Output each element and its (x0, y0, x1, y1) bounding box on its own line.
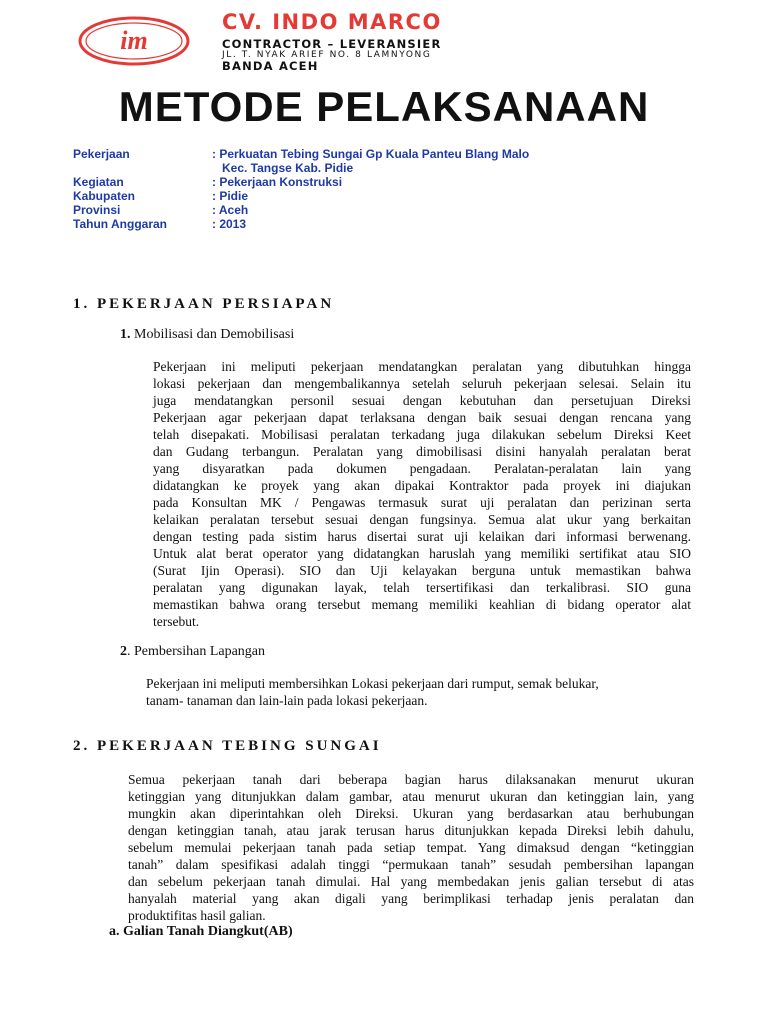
paragraph-line: produktifitas hasil galian. (128, 908, 266, 923)
paragraph-line: Pekerjaan ini meliputi pekerjaan mendatangkan peralatan yang dibutuhkan hingga (153, 359, 691, 374)
paragraph-line: Untuk alat berat operator yang didatangkan haruslah yang memiliki sertifikat atau SIO (153, 546, 691, 561)
info-value-pekerjaan: : Perkuatan Tebing Sungai Gp Kuala Panteu Blang Malo (212, 147, 530, 161)
paragraph-line: tanah” dalam spesifikasi adalah tinggi “permukaan tanah” sesudah pembersihan lapangan (128, 857, 694, 872)
section2-heading: 2. PEKERJAAN TEBING SUNGAI (73, 738, 382, 754)
item2-title: . Pembersihan Lapangan (127, 644, 266, 659)
info-value-kegiatan: : Pekerjaan Konstruksi (212, 175, 343, 189)
company-address: JL. T. NYAK ARIEF NO. 8 LAMNYONG (222, 50, 432, 60)
paragraph-line: dengan ketinggian tanah, atau jarak terusan harus ditunjukkan kepada Direksi lebih dahulu, (128, 823, 694, 838)
company-tagline: CONTRACTOR – LEVERANSIER (222, 37, 442, 51)
paragraph-line: sebelum memulai pekerjaan tanah pada setiap tempat. Yang dimaksud dengan “ketinggian (128, 840, 694, 855)
paragraph-line: dan Gudang terbangun. Peralatan yang dimobilisasi disini hanyalah peralatan berat (153, 444, 691, 459)
info-label-pekerjaan: Pekerjaan (73, 147, 130, 161)
section1-heading: 1. PEKERJAAN PERSIAPAN (73, 296, 335, 312)
item1-title: Mobilisasi dan Demobilisasi (134, 327, 295, 342)
info-label-kegiatan: Kegiatan (73, 175, 124, 189)
paragraph-line: yang disyaratkan pada dokumen pengadaan. Peralatan-peralatan lain yang (153, 461, 691, 476)
info-value-pekerjaan-cont: Kec. Tangse Kab. Pidie (222, 161, 354, 175)
paragraph-line: dan sebelum pekerjaan tanah dimulai. Hal yang membedakan jenis galian tersebut di atas (128, 874, 694, 889)
paragraph-line: lokasi pekerjaan dan mengembalikannya setelah seluruh pekerjaan selesai. Selain itu (153, 376, 691, 391)
paragraph-line: Pekerjaan agar pekerjaan dapat terlaksana dengan baik sesuai dengan rencana yang (153, 410, 691, 425)
info-value-tahun: : 2013 (212, 217, 247, 231)
info-value-kabupaten: : Pidie (212, 189, 249, 203)
paragraph-line: pada Konsultan MK / Pengawas termasuk surat uji peralatan dan perizinan serta (153, 495, 691, 510)
item2-number: 2 (120, 644, 127, 659)
logo-text: im (120, 26, 148, 55)
paragraph-line: telah disepakati. Mobilisasi peralatan terkadang juga dilakukan sebelum Direksi Keet (153, 427, 691, 442)
info-label-tahun: Tahun Anggaran (73, 217, 167, 231)
paragraph-line: tersebut. (153, 614, 200, 629)
paragraph-line: Semua pekerjaan tanah dari beberapa bagian harus dilaksanakan menurut ukuran (128, 772, 694, 787)
paragraph-line: kelaikan peralatan tersebut sesuai dengan fungsinya. Semua alat ukur yang berkaitan (153, 512, 691, 527)
company-city: BANDA ACEH (222, 59, 319, 73)
paragraph-line: peralatan yang digunakan layak, telah tersertifikasi dan terkalibrasi. SIO guna (153, 580, 691, 595)
paragraph-line: juga mendatangkan personil sesuai dengan kebutuhan dan persetujuan Direksi (153, 393, 691, 408)
tebing-paragraph (128, 771, 694, 924)
paragraph-line: (Surat Ijin Operasi). SIO dan Uji kelayakan berguna untuk memastikan bahwa (153, 563, 691, 578)
document-title: METODE PELAKSANAAN (118, 83, 650, 130)
paragraph-line: ketinggian yang ditunjukkan dalam gambar, atau menurut ukuran dan ketinggian lain, yang (128, 789, 694, 804)
info-label-kabupaten: Kabupaten (73, 189, 136, 203)
info-value-provinsi: : Aceh (212, 203, 249, 217)
item1-heading (120, 327, 294, 343)
paragraph-line: memastikan bahwa orang tersebut memang memiliki keahlian di bidang operator alat (153, 597, 691, 612)
paragraph-line: didatangkan ke proyek yang akan dipakai Kontraktor pada proyek ini diajukan (153, 478, 691, 493)
item2-heading (120, 644, 265, 660)
paragraph-line: Pekerjaan ini meliputi membersihkan Lokasi pekerjaan dari rumput, semak belukar, (146, 676, 599, 691)
mobilisasi-paragraph (153, 358, 691, 630)
company-logo (78, 16, 190, 66)
pembersihan-paragraph (146, 675, 686, 709)
item1-number: 1. (120, 327, 131, 342)
paragraph-line: tanam- tanaman dan lain-lain pada lokasi pekerjaan. (146, 693, 428, 708)
paragraph-line: mungkin akan diperintahkan oleh Direksi. Ukuran yang berdasarkan atau berhubungan (128, 806, 694, 821)
paragraph-line: dengan testing pada sistim harus disertai surat uji kelaikan dari informasi berwenang. (153, 529, 691, 544)
info-label-provinsi: Provinsi (73, 203, 121, 217)
paragraph-line: hanyalah material yang akan digali yang berimplikasi terhadap jenis peralatan dan (128, 891, 694, 906)
subsection-a-heading: a. Galian Tanah Diangkut(AB) (109, 924, 293, 939)
company-name: CV. INDO MARCO (222, 10, 442, 34)
